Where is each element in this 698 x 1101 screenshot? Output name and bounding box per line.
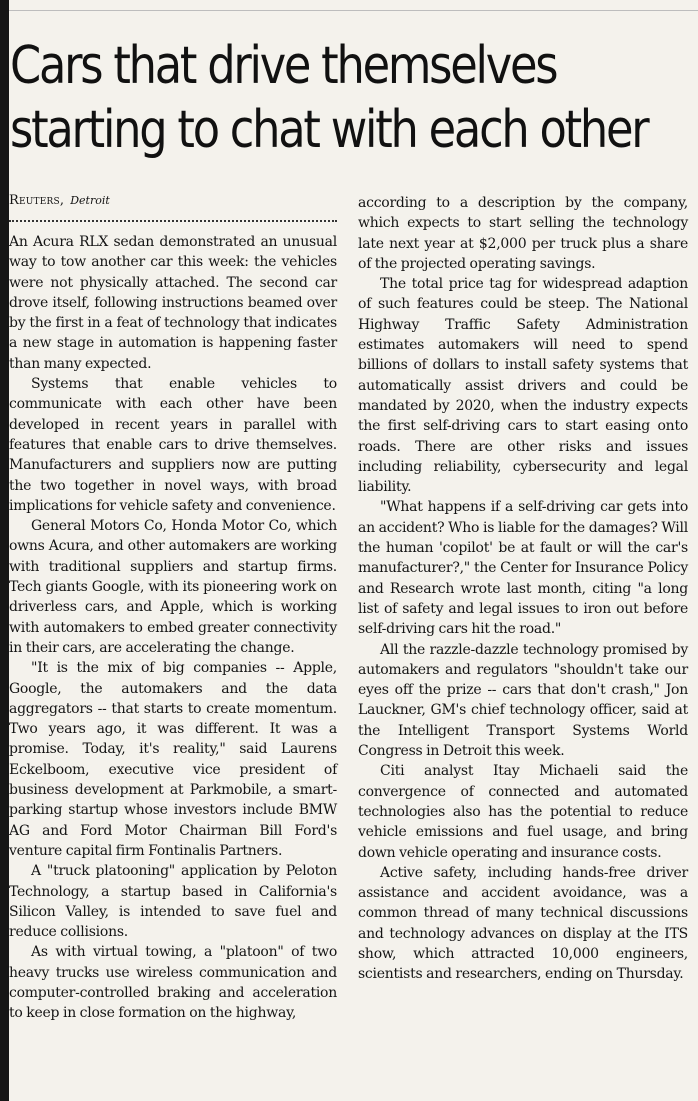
article-column-right: [358, 193, 688, 985]
headline-line-2: starting to chat with each other: [10, 100, 648, 160]
scan-edge-shadow: [0, 0, 9, 1101]
paragraph: Systems that enable vehicles to communicate with each other have been developed in recent years in parallel with features that enable cars to drive themselves. Manufacturers and suppliers now are putting the two together in novel ways, with broad implications for vehicle safety and convenience.: [9, 376, 337, 514]
paragraph: A "truck platooning" application by Peloton Technology, a startup based in California's Silicon Valley, is intended to save fuel and reduce collisions.: [9, 863, 337, 941]
paragraph: An Acura RLX sedan demonstrated an unusual way to tow another car this week: the vehicles were not physically attached. The second car drove itself, following instructions beamed over by the first in a feat of technology that indicates a new stage in automation is happening faster than many expected.: [9, 234, 337, 372]
article-column-left: [9, 232, 337, 1024]
byline: [9, 192, 337, 210]
headline: [10, 34, 648, 162]
paragraph: As with virtual towing, a "platoon" of two heavy trucks use wireless communication and computer-controlled braking and acceleration to keep in close formation on the highway,: [9, 944, 337, 1022]
paragraph: All the razzle-dazzle technology promised by automakers and regulators "shouldn't take our eyes off the prize -- cars that don't crash," Jon Lauckner, GM's chief technology officer, said at the Intelligent Transport Systems World Congress in Detroit this week.: [358, 641, 688, 760]
byline-dotted-rule: [9, 214, 337, 222]
paragraph: The total price tag for widespread adaption of such features could be steep. The National Highway Traffic Safety Administration estimates automakers will need to spend billions of dollars to install safety systems that automatically assist drivers and could be mandated by 2020, when the industry expects the first self-driving cars to start easing onto roads. There are other risks and issues including reliability, cybersecurity and legal liability.: [358, 276, 688, 496]
byline-dateline: Detroit: [70, 194, 110, 207]
headline-line-1: Cars that drive themselves: [10, 36, 557, 96]
byline-agency: Reuters,: [9, 193, 65, 208]
top-rule: [9, 10, 698, 11]
paragraph: according to a description by the company, which expects to start selling the technology late next year at $2,000 per truck plus a share of the projected operating savings.: [358, 195, 688, 272]
paragraph: "It is the mix of big companies -- Apple, Google, the automakers and the data aggregators -- that starts to create momentum. Two years ago, it was different. It was a promise. Today, it's reality," said Laurens Eckelboom, executive vice president of business development at Parkmobile, a smart-parking startup whose investors include BMW AG and Ford Motor Chairman Bill Ford's venture capital firm Fontinalis Partners.: [9, 660, 337, 859]
paragraph: General Motors Co, Honda Motor Co, which owns Acura, and other automakers are working with traditional suppliers and startup firms. Tech giants Google, with its pioneering work on driverless cars, and Apple, which is working with automakers to embed greater connectivity in their cars, are accelerating the change.: [9, 518, 337, 656]
paragraph: "What happens if a self-driving car gets into an accident? Who is liable for the damages? Will the human 'copilot' be at fault or will the car's manufacturer?," the Center for Insurance Policy and Research wrote last month, citing "a long list of safety and legal issues to iron out before self-driving cars hit the road.": [358, 499, 688, 638]
paragraph: Citi analyst Itay Michaeli said the convergence of connected and automated technologies also has the potential to reduce vehicle emissions and fuel usage, and bring down vehicle operating and insurance costs.: [358, 763, 688, 861]
paragraph: Active safety, including hands-free driver assistance and accident avoidance, was a common thread of many technical discussions and technology advances on display at the ITS show, which attracted 10,000 engineers, scientists and researchers, ending on Thursday.: [358, 864, 688, 983]
